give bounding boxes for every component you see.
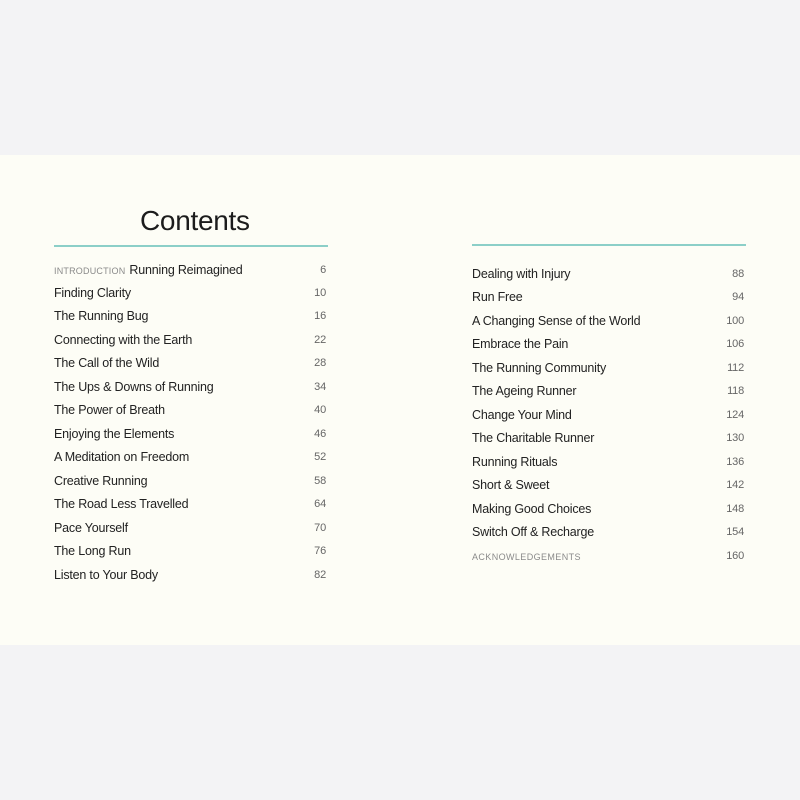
toc-entry-title-wrap [54,544,131,558]
toc-entry-title: Running Reimagined [129,262,243,277]
toc-entry [472,450,744,474]
toc-entry [54,399,326,423]
toc-entry-page-number: 154 [726,526,744,539]
toc-entry-title-wrap [54,309,148,323]
toc-entry-page-number: 112 [727,361,744,374]
toc-entry-prefix: INTRODUCTION [54,265,126,276]
toc-entry-title: Switch Off & Recharge [472,525,595,540]
toc-entry-title: The Call of the Wild [54,356,160,371]
toc-entry-page-number: 10 [314,286,326,299]
toc-entry-title: Running Rituals [472,454,558,469]
toc-entry-title: Creative Running [54,473,148,488]
toc-entry-title-wrap [54,497,188,511]
toc-entry-title-wrap [472,361,606,375]
toc-entry-page-number: 76 [314,545,326,558]
toc-entry-title-wrap [54,521,128,535]
toc-entry-title: Run Free [472,290,523,305]
toc-entry-page-number: 46 [314,427,326,440]
toc-entry-page-number: 124 [726,408,744,421]
toc-entry-page-number: 100 [726,314,744,327]
toc-entry-title-wrap [472,549,581,563]
toc-entry [54,422,326,446]
toc-entry [54,540,326,564]
toc-entry-page-number: 106 [726,338,744,351]
toc-entry [472,521,744,545]
toc-entry [472,544,744,568]
toc-entry-page-number: 34 [314,380,326,393]
toc-entry-page-number: 64 [314,498,326,511]
toc-entry-title-wrap [54,286,131,300]
toc-entry-title-wrap [54,263,243,277]
toc-entry-title: A Changing Sense of the World [472,313,641,328]
toc-entry [54,469,326,493]
toc-entry-title: Making Good Choices [472,501,592,516]
toc-entry [472,309,744,333]
toc-entry-page-number: 118 [727,385,744,398]
toc-entry-page-number: 52 [314,451,326,464]
toc-entry-title-wrap [54,450,189,464]
toc-entry-page-number: 82 [314,568,326,581]
toc-entry-title: Change Your Mind [472,407,572,422]
toc-entry-title-wrap [54,333,192,347]
toc-entry-title: Enjoying the Elements [54,426,175,441]
right-divider-rule [472,244,746,246]
toc-entry [54,493,326,517]
toc-entry-title: A Meditation on Freedom [54,450,190,465]
toc-entry [54,375,326,399]
toc-entry-title: The Ups & Downs of Running [54,379,214,394]
toc-entry [472,262,744,286]
toc-entry-page-number: 16 [314,310,326,323]
toc-entry-title: The Charitable Runner [472,431,595,446]
toc-entry-title-wrap [54,568,158,582]
toc-entry-page-number: 6 [320,263,326,276]
toc-entry [54,352,326,376]
toc-entry-title: The Running Bug [54,309,149,324]
toc-entry [54,516,326,540]
contents-right-column [472,262,744,568]
toc-entry [472,474,744,498]
toc-entry-title: The Long Run [54,544,131,559]
toc-entry [54,446,326,470]
toc-entry-page-number: 94 [732,291,744,304]
toc-entry-title: The Road Less Travelled [54,497,189,512]
toc-entry-title-wrap [472,431,594,445]
toc-entry-page-number: 142 [726,479,744,492]
toc-entry-title: Dealing with Injury [472,266,571,281]
toc-entry-title-wrap [54,427,174,441]
toc-entry [472,427,744,451]
toc-entry [54,258,326,281]
toc-entry-page-number: 22 [314,333,326,346]
toc-entry-title: The Power of Breath [54,403,165,418]
toc-entry-title: ACKNOWLEDGEMENTS [472,551,581,562]
toc-entry-page-number: 88 [732,267,744,280]
toc-entry-title: The Running Community [472,360,607,375]
toc-entry-title-wrap [472,408,572,422]
toc-entry-title: Short & Sweet [472,478,550,493]
toc-entry-page-number: 58 [314,474,326,487]
toc-entry [472,333,744,357]
toc-entry-page-number: 136 [726,455,744,468]
contents-left-column [54,258,326,587]
toc-entry-page-number: 28 [314,357,326,370]
toc-entry-title-wrap [54,356,159,370]
toc-entry-title-wrap [472,478,549,492]
toc-entry-page-number: 148 [726,502,744,515]
toc-entry [472,380,744,404]
toc-entry-title-wrap [472,267,570,281]
toc-entry-title-wrap [54,403,165,417]
toc-entry-title: Pace Yourself [54,520,128,535]
toc-entry-title-wrap [472,290,523,304]
toc-entry-title: Connecting with the Earth [54,332,193,347]
toc-entry-page-number: 160 [726,549,744,562]
left-divider-rule [54,245,328,247]
toc-entry [54,305,326,329]
toc-entry-title-wrap [472,337,568,351]
toc-entry-title: Listen to Your Body [54,567,158,582]
toc-entry-title: Finding Clarity [54,285,131,300]
toc-entry-title: Embrace the Pain [472,337,569,352]
toc-entry [472,403,744,427]
toc-entry-title-wrap [472,525,594,539]
toc-entry-title-wrap [472,455,557,469]
toc-entry-page-number: 40 [314,404,326,417]
toc-entry-title-wrap [54,380,213,394]
toc-entry [472,286,744,310]
toc-entry [472,497,744,521]
toc-entry-page-number: 130 [726,432,744,445]
toc-entry-title-wrap [472,502,591,516]
toc-entry-title-wrap [472,384,576,398]
page-title: Contents [140,205,250,236]
toc-entry [472,356,744,380]
toc-entry [54,281,326,305]
toc-entry [54,328,326,352]
toc-entry-title-wrap [54,474,147,488]
toc-entry-page-number: 70 [314,521,326,534]
toc-entry-title: The Ageing Runner [472,384,577,399]
toc-entry-title-wrap [472,314,640,328]
toc-entry [54,563,326,587]
